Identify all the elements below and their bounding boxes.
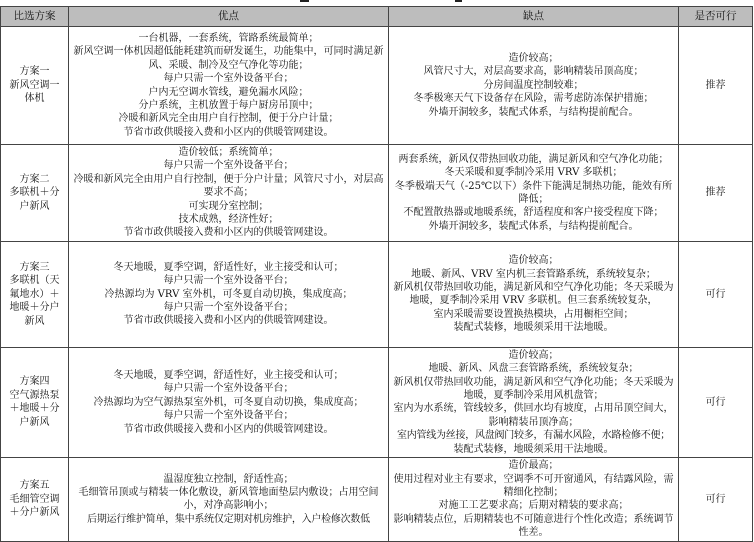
plan-name-line: 多联机（天 xyxy=(9,275,60,287)
comparison-table xyxy=(0,6,753,542)
header-feasible: 是否可行 xyxy=(679,7,753,27)
feasible-cell: 可行 xyxy=(679,241,753,347)
pros-line: 每户只需一个室外设备平台； xyxy=(163,410,294,422)
cons-line: 造价最高； xyxy=(508,460,559,472)
pros-line: 后期运行维护简单，集中系统仅定期对机房维护，入户检修次数低 xyxy=(87,513,370,525)
cons-line: 外墙开洞较多，装配式体系，与结构提前配合。 xyxy=(428,220,639,232)
cons-line: 造价较高； xyxy=(508,349,559,361)
cropped-title-strip xyxy=(0,0,754,4)
cons-line: 造价较高； xyxy=(508,255,559,267)
plan-name-line: 氟地水）＋ xyxy=(9,288,60,300)
plan-name-line: 方案一 xyxy=(19,66,50,78)
plan-name-cell xyxy=(1,145,69,242)
cons-line: 外墙开洞较多，装配式体系，与结构提前配合。 xyxy=(428,106,639,118)
plan-name-line: 方案五 xyxy=(19,480,50,492)
plan-name-line: 新风空调一 xyxy=(9,79,60,91)
cons-cell xyxy=(389,458,679,541)
table-row xyxy=(1,145,753,242)
cons-line: 两套系统，新风仅带热回收功能，满足新风和空气净化功能； xyxy=(398,153,669,165)
pros-line: 每户只需一个室外设备平台； xyxy=(163,302,294,314)
cons-line: 装配式装修，地暖须采用干法地暖。 xyxy=(453,322,614,334)
plan-name-line: 方案三 xyxy=(19,261,50,273)
pros-cell xyxy=(69,145,389,242)
plan-name-line: 地暖＋分户 xyxy=(9,302,60,314)
cons-line: 装配式装修，地暖须采用干法地暖。 xyxy=(453,443,614,455)
plan-name-line: 体机 xyxy=(24,93,45,105)
cons-line: 地暖、新风、风盘三套管路系统，系统较复杂； xyxy=(428,363,639,375)
cons-cell xyxy=(389,241,679,347)
pros-line: 技术成熟，经济性好； xyxy=(178,214,279,226)
pros-line: 冷热源均为空气源热泵室外机，可冬夏自动切换，集成度高； xyxy=(93,396,364,408)
pros-line: 冷暖和新风完全由用户自行控制，便于分户计量；风管尺寸小，对层高要求不高； xyxy=(73,173,384,199)
pros-line: 可实现分室控制； xyxy=(188,200,269,212)
pros-cell xyxy=(69,458,389,541)
feasible-cell: 可行 xyxy=(679,458,753,541)
cons-line: 冬天采暖和夏季制冷采用 VRV 多联机； xyxy=(444,167,623,179)
cons-line: 风管尺寸大，对层高要求高，影响精装吊顶高度； xyxy=(423,66,644,78)
pros-line: 冬天地暖，夏季空调，舒适性好，业主接受和认可； xyxy=(113,261,344,273)
pros-line: 冷暖和新风完全由用户自行控制，便于分户计量； xyxy=(118,113,339,125)
pros-line: 造价较低；系统简单； xyxy=(178,147,279,158)
cons-line: 对施工工艺要求高；后期对精装的要求高； xyxy=(438,500,629,512)
plan-name-line: 新风 xyxy=(24,315,45,327)
cons-line: 新风机仅带热回收功能，满足新风和空气净化功能；冬天采暖为地暖，夏季制冷采用 VRV 多联机。但三套系统较复杂， xyxy=(393,281,674,307)
feasible-cell: 推荐 xyxy=(679,27,753,145)
feasible-cell: 推荐 xyxy=(679,145,753,242)
cons-line: 使用过程对业主有要求，空调季不可开窗通风，有结露风险，需精细化控制； xyxy=(393,473,674,498)
cons-cell xyxy=(389,27,679,145)
cons-line: 分房间温度控制较难； xyxy=(483,79,584,91)
header-plan: 比选方案 xyxy=(1,7,69,27)
pros-cell xyxy=(69,347,389,457)
pros-line: 一台机器，一套系统，管路系统最简单； xyxy=(138,32,319,44)
cons-line: 室内采暖需要设置换热模块，占用橱柜空间； xyxy=(433,308,634,320)
pros-line: 温湿度独立控制，舒适性高； xyxy=(163,473,294,485)
cons-line: 室内管线为丝接，风盘阀门较多，有漏水风险，水路检修不便； xyxy=(397,430,670,442)
table-row xyxy=(1,347,753,457)
plan-name-line: 方案四 xyxy=(19,376,50,388)
table-row xyxy=(1,241,753,347)
pros-line: 新风空调一体机因超低能耗建筑而研发诞生，功能集中，可同时满足新风、采暖、制冷及空气净化等功能； xyxy=(73,46,384,71)
plan-name-line: 多联机＋分 xyxy=(9,187,60,199)
pros-line: 节省市政供暖接入费和小区内的供暖管网建设。 xyxy=(123,126,334,138)
pros-line: 每户只需一个室外设备平台； xyxy=(163,73,294,85)
table-row xyxy=(1,27,753,145)
plan-name-line: ＋地暖＋分 xyxy=(9,403,60,415)
header-pros: 优点 xyxy=(69,7,389,27)
pros-line: 节省市政供暖接入费和小区内的供暖管网建设。 xyxy=(123,423,334,435)
header-row xyxy=(1,7,753,27)
cons-line: 影响精装点位，后期精装也不可随意进行个性化改造；系统调节性差。 xyxy=(393,513,674,539)
plan-name-cell xyxy=(1,241,69,347)
plan-name-line: 户新风 xyxy=(19,416,50,428)
cons-line: 新风机仅带热回收功能，满足新风和空气净化功能；冬天采暖为地暖，夏季制冷采用风机盘管； xyxy=(393,376,674,402)
cons-line: 造价较高； xyxy=(508,52,559,64)
pros-line: 节省市政供暖接入费和小区内的供暖管网建设。 xyxy=(123,227,334,239)
pros-line: 毛细管吊顶或与精装一体化敷设，新风管地面垫层内敷设；占用空间小，对净高影响小； xyxy=(78,486,379,512)
pros-line: 冬天地暖，夏季空调，舒适性好，业主接受和认可； xyxy=(113,369,344,381)
plan-name-line: 户新风 xyxy=(19,200,50,212)
cons-cell xyxy=(389,145,679,242)
cons-line: 地暖、新风、VRV 室内机三套管路系统，系统较复杂； xyxy=(411,268,656,280)
pros-cell xyxy=(69,27,389,145)
pros-line: 分户系统，主机放置于每户厨房吊顶中； xyxy=(138,99,319,111)
plan-name-cell xyxy=(1,27,69,145)
cons-line: 室内为水系统，管线较多，供回水均有坡度，占用吊顶空间大，影响精装吊顶净高； xyxy=(393,403,674,428)
cons-line: 冬季极寒天气下设备存在风险，需考虑防冻保护措施； xyxy=(413,93,654,105)
feasible-cell: 可行 xyxy=(679,347,753,457)
pros-line: 节省市政供暖接入费和小区内的供暖管网建设。 xyxy=(123,315,334,327)
cons-cell xyxy=(389,347,679,457)
cons-line: 不配置散热器或地暖系统，舒适程度和客户接受程度下降； xyxy=(403,207,664,219)
plan-name-line: 空气源热泵 xyxy=(9,389,60,401)
pros-line: 冷热源均为 VRV 室外机，可冬夏自动切换，集成度高； xyxy=(104,288,353,300)
plan-name-cell xyxy=(1,347,69,457)
table-row xyxy=(1,458,753,541)
plan-name-cell xyxy=(1,458,69,541)
plan-name-line: 毛细管空调 xyxy=(9,493,60,505)
plan-name-line: 方案二 xyxy=(19,173,50,185)
pros-line: 户内无空调水管线，避免漏水风险； xyxy=(148,86,309,98)
plan-name-line: ＋分户新风 xyxy=(9,507,60,519)
pros-cell xyxy=(69,241,389,347)
pros-line: 每户只需一个室外设备平台； xyxy=(163,383,294,395)
pros-line: 每户只需一个室外设备平台； xyxy=(163,160,294,172)
pros-line: 每户只需一个室外设备平台； xyxy=(163,275,294,287)
cons-line: 冬季极端天气（-25℃以下）条件下能满足制热功能，能效有所降低； xyxy=(394,180,673,205)
header-cons: 缺点 xyxy=(389,7,679,27)
